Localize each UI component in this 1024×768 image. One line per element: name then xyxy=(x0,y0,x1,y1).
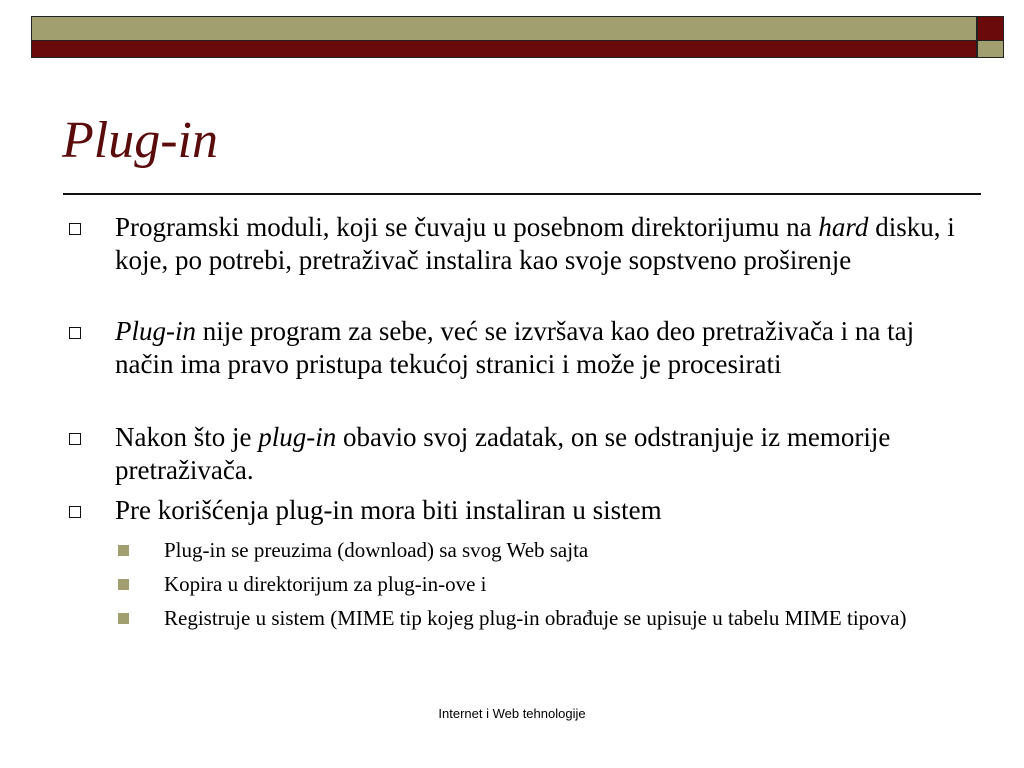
sub-bullet-text: Kopira u direktorijum za plug-in-ove i xyxy=(164,572,487,596)
filled-square-bullet-icon xyxy=(118,545,129,556)
header-square-olive xyxy=(977,41,1004,58)
bullet-text: obavio svoj zadatak, on se odstranjuje iz memorije pretraživača. xyxy=(115,422,891,485)
filled-square-bullet-icon xyxy=(118,613,129,624)
bullet-text: nije program za sebe, već se izvršava kao deo pretraživača i na taj način ima pravo pristupa tekućoj stranici i može je procesirati xyxy=(115,316,915,379)
bullet-text: Pre korišćenja plug-in mora biti instaliran u sistem xyxy=(115,495,662,525)
header-square-maroon xyxy=(977,16,1004,41)
slide-title: Plug-in xyxy=(62,112,218,169)
filled-square-bullet-icon xyxy=(118,579,129,590)
bullet-text: Programski moduli, koji se čuvaju u posebnom direktorijumu na xyxy=(115,212,819,242)
title-underline xyxy=(63,193,981,195)
hollow-square-bullet-icon xyxy=(69,433,81,445)
sub-bullet-text: Plug-in se preuzima (download) sa svog Web sajta xyxy=(164,538,589,562)
bullet-item xyxy=(115,211,960,277)
header-bar-maroon xyxy=(31,41,977,58)
sub-bullet-item xyxy=(164,537,944,563)
header-bar-olive xyxy=(31,16,977,41)
bullet-text: Nakon što je xyxy=(115,422,259,452)
bullet-text-italic: Plug-in xyxy=(115,316,196,346)
bullet-item xyxy=(115,315,960,381)
slide-footer: Internet i Web tehnologije xyxy=(438,706,586,721)
hollow-square-bullet-icon xyxy=(69,506,81,518)
sub-bullet-item xyxy=(164,571,944,597)
bullet-text: disku, i koje, po potrebi, pretraživač instalira kao svoje sopstveno proširenje xyxy=(115,212,955,275)
sub-bullet-text: Registruje u sistem (MIME tip kojeg plug-in obrađuje se upisuje u tabelu MIME tipova) xyxy=(164,606,907,630)
hollow-square-bullet-icon xyxy=(69,223,81,235)
bullet-item xyxy=(115,421,960,487)
bullet-item xyxy=(115,494,960,527)
bullet-text-italic: plug-in xyxy=(258,422,337,452)
hollow-square-bullet-icon xyxy=(69,327,81,339)
bullet-text-italic: hard xyxy=(818,212,869,242)
sub-bullet-item xyxy=(164,605,944,631)
